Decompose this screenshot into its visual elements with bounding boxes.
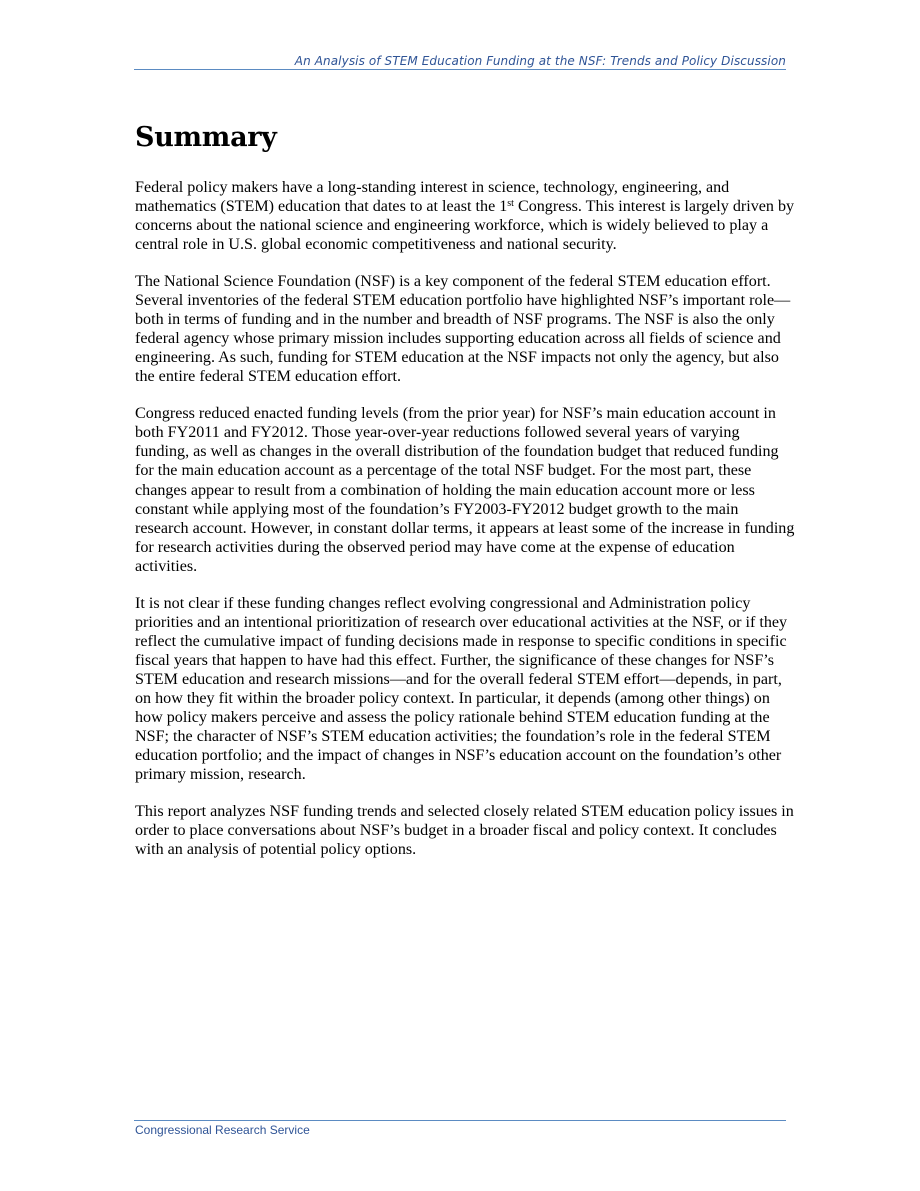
ordinal-superscript: st (507, 198, 514, 210)
footer-divider (134, 1120, 786, 1121)
paragraph-1-text-end: Congress. This interest is largely driven by concerns about the national science and engineering workforce, which is widely believed to play a central role in U.S. global economic competitiveness and national security. (135, 198, 795, 254)
paragraph-1-text-start: Federal policy makers have a long-standing interest in science, technology, engineering, and mathematics (STEM) education that dates to at least the 1 (135, 179, 730, 216)
footer-publisher: Congressional Research Service (135, 1123, 310, 1137)
paragraph-5: This report analyzes NSF funding trends and selected closely related STEM education policy issues in order to place conversations about NSF’s budget in a broader fiscal and policy context. It concludes with an analysis of potential policy options. (135, 803, 794, 859)
page-title: Summary (135, 122, 277, 153)
paragraph-3: Congress reduced enacted funding levels (from the prior year) for NSF’s main education account in both FY2011 and FY2012. Those year-over-year reductions followed several years of varying funding, as well as changes in the overall distribution of the foundation budget that reduced funding for the main education account as a percentage of the total NSF budget. For the most part, these changes appear to result from a combination of holding the main education account more or less constant while applying most of the foundation’s FY2003-FY2012 budget growth to the main research account. However, in constant dollar terms, it appears at least some of the increase in funding for research activities during the observed period may have come at the expense of education activities. (135, 405, 795, 575)
paragraph-2: The National Science Foundation (NSF) is a key component of the federal STEM education effort. Several inventories of the federal STEM education portfolio have highlighted NSF’s important role—both in terms of funding and in the number and breadth of NSF programs. The NSF is also the only federal agency whose primary mission includes supporting education across all fields of science and engineering. As such, funding for STEM education at the NSF impacts not only the agency, but also the entire federal STEM education effort. (135, 272, 791, 386)
paragraph-1 (135, 178, 795, 254)
paragraph-4: It is not clear if these funding changes reflect evolving congressional and Administration policy priorities and an intentional prioritization of research over educational activities at the NSF, or if they reflect the cumulative impact of funding decisions made in response to specific conditions in specific fiscal years that happen to have had this effect. Further, the significance of these changes for NSF’s STEM education and research missions—and for the overall federal STEM effort—depends, in part, on how they fit within the broader policy context. In particular, it depends (among other things) on how policy makers perceive and assess the policy rationale behind STEM education funding at the NSF; the character of NSF’s STEM education activities; the foundation’s role in the federal STEM education portfolio; and the impact of changes in NSF’s education account on the foundation’s other primary mission, research. (135, 594, 788, 784)
header-divider (134, 69, 786, 70)
summary-body (135, 178, 795, 877)
running-header: An Analysis of STEM Education Funding at the NSF: Trends and Policy Discussion (294, 54, 786, 68)
